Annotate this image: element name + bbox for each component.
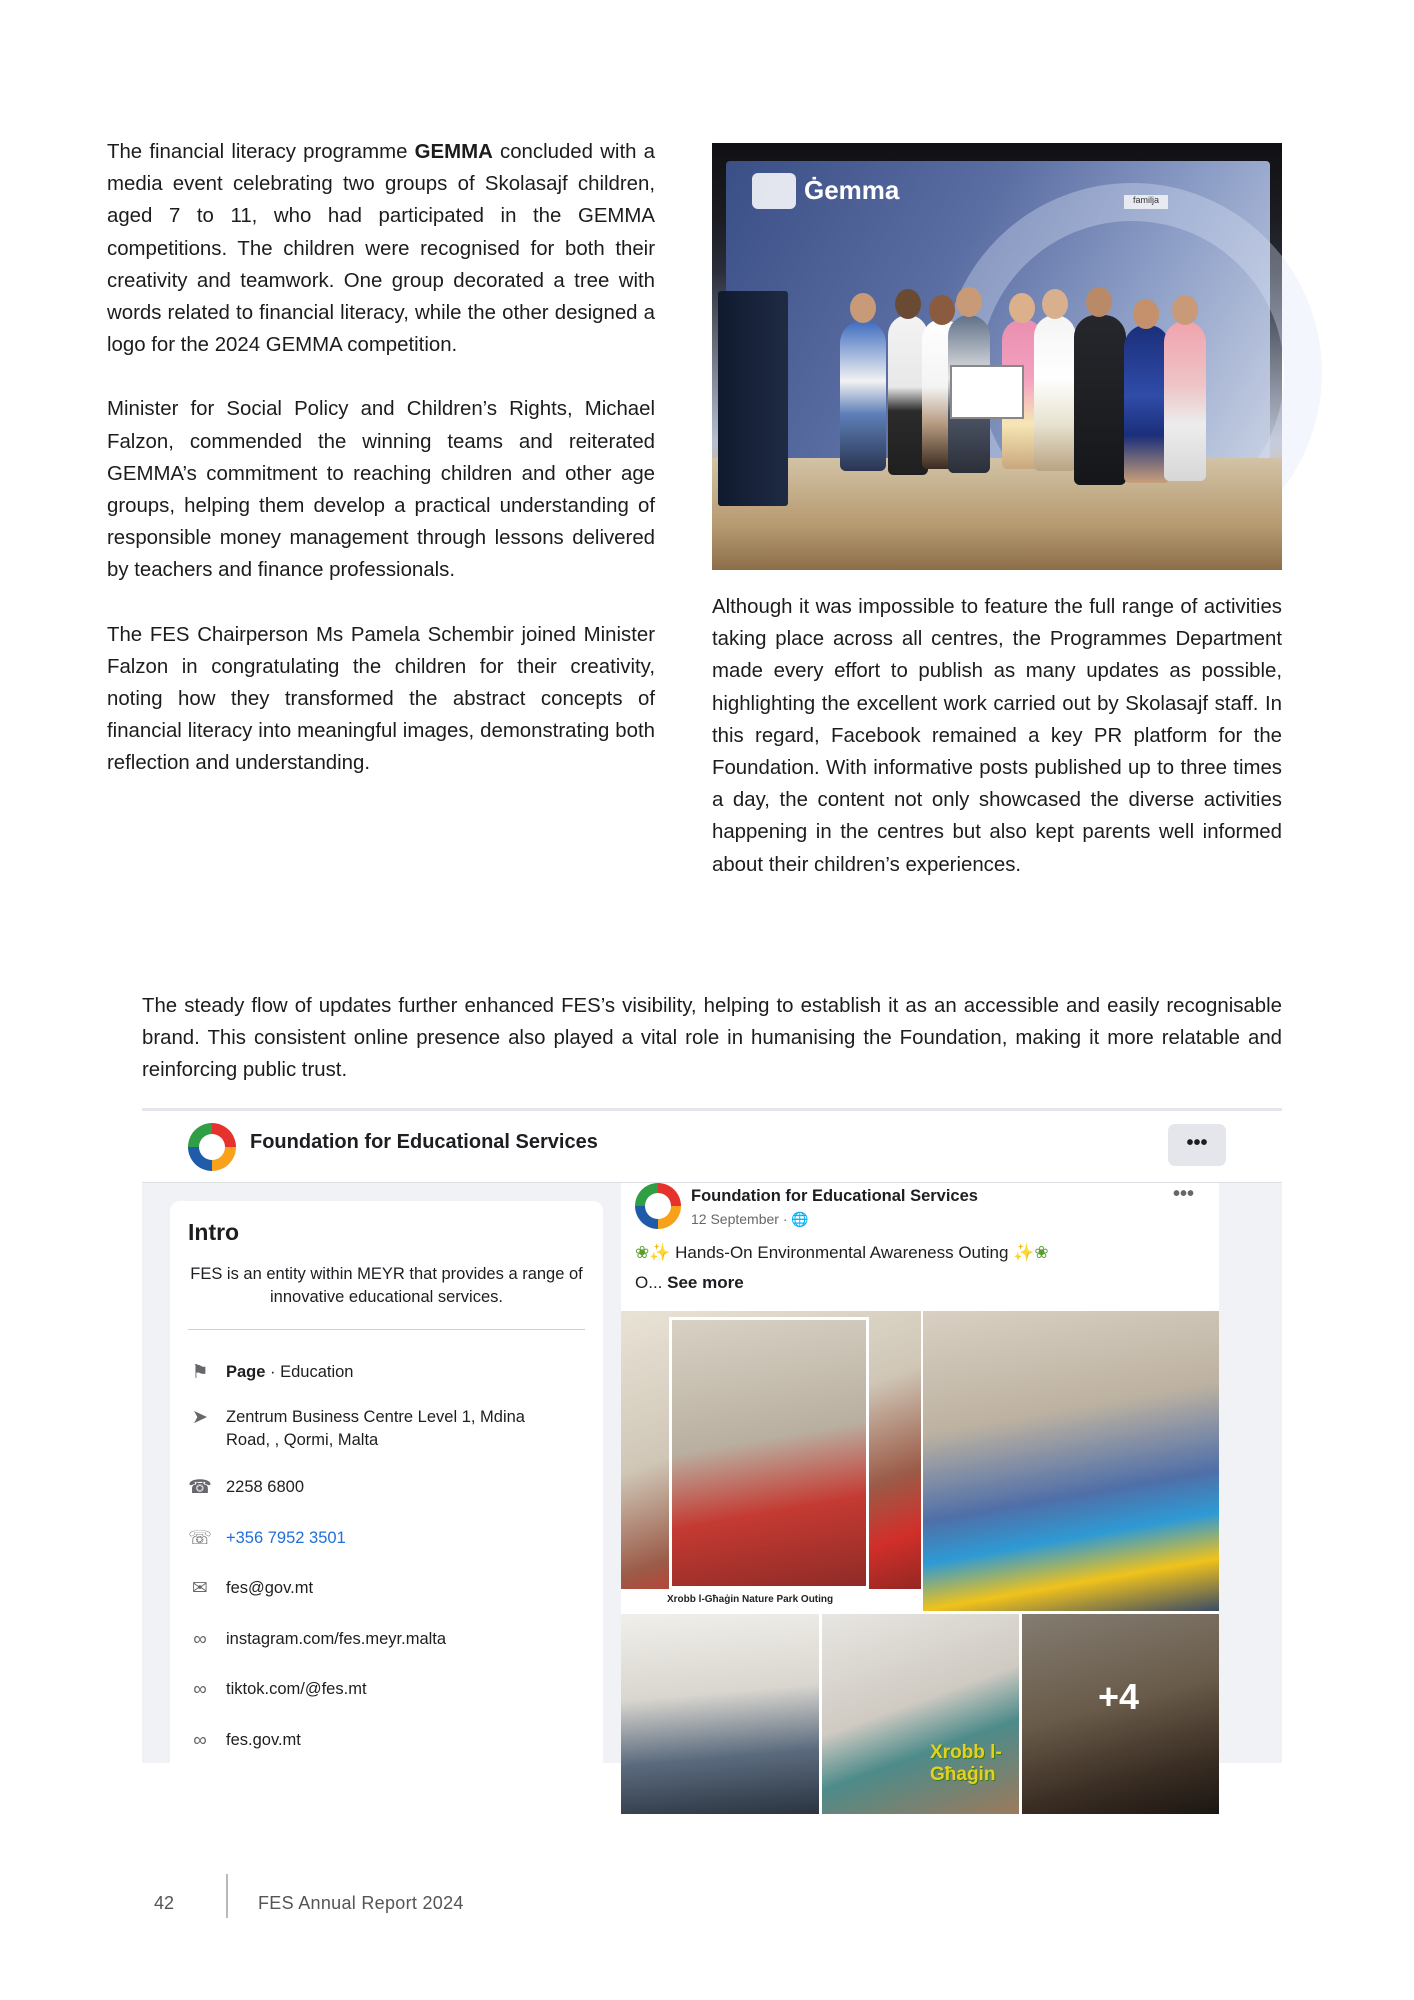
more-photos-count: +4	[1098, 1676, 1140, 1717]
person-head	[1133, 299, 1159, 329]
minister-paragraph: Minister for Social Policy and Children’s Rights, Michael Falzon, commended the winning teams and reiterated GEMMA’s commitment to reaching children and other age groups, helping them develop a practical understanding of responsible money management through lessons delivered by teachers and finance professionals.	[107, 398, 655, 582]
gemma-paragraph: The financial literacy programme GEMMA concluded with a media event celebrating two groups of Skolasajf children, aged 7 to 11, who had participated in the GEMMA competitions. The children were recognised for both their creativity and teamwork. One group decorated a tree with words related to financial literacy, while the other designed a logo for the 2024 GEMMA competition.	[107, 141, 656, 357]
more-options-button[interactable]: •••	[1168, 1124, 1226, 1166]
gemma-logo-icon	[752, 173, 796, 209]
flag-icon: ⚑	[191, 1362, 209, 1383]
intro-title: Intro	[188, 1219, 240, 1245]
gemma-logo-text: Ġemma	[804, 175, 900, 205]
person-head	[850, 293, 876, 323]
visibility-paragraph: The steady flow of updates further enhanced FES’s visibility, helping to establish it as an accessible and easily recognisable brand. This consistent online presence also played a vital role in humanising the Foundation, making it more relatable and reinforcing public trust.	[142, 995, 1282, 1082]
intro-divider	[188, 1329, 585, 1330]
phone-icon: ☎	[188, 1477, 212, 1498]
footer-divider	[226, 1874, 228, 1918]
sparkle-icon: ✨	[649, 1243, 671, 1262]
podium	[718, 291, 788, 506]
post-date[interactable]: 12 September · 🌐	[691, 1211, 809, 1227]
left-text-column	[107, 136, 655, 812]
facebook-paragraph: Although it was impossible to feature the full range of activities taking place across all centres, the Programmes Department made every effort to publish as many updates as possible, highlighting the excellent work carried out by Skolasajf staff. In this regard, Facebook remained a key PR platform for the Foundation. With informative posts published up to three times a day, the content not only showcased the diverse activities happening in the centres but also kept parents well informed about their children’s experiences.	[712, 596, 1282, 876]
location-icon: ➤	[192, 1407, 208, 1428]
leaf-icon: ❀	[1034, 1243, 1049, 1262]
person	[1034, 315, 1076, 471]
link-icon: ∞	[193, 1679, 207, 1700]
right-text-column	[712, 591, 1282, 913]
link-icon: ∞	[193, 1629, 207, 1650]
post-avatar-icon[interactable]	[635, 1183, 681, 1229]
chairperson-paragraph: The FES Chairperson Ms Pamela Schembir joined Minister Falzon in congratulating the children for their creativity, noting how they transformed the abstract concepts of financial literacy into meaningful images, demonstrating both reflection and understanding.	[107, 623, 655, 775]
whatsapp-icon: ☏	[188, 1528, 212, 1549]
person-head	[1009, 293, 1035, 323]
post-photo[interactable]	[923, 1311, 1219, 1611]
post-photo[interactable]	[621, 1311, 921, 1611]
framed-photo	[669, 1317, 869, 1589]
intro-description: FES is an entity within MEYR that provides a range of innovative educational services.	[190, 1265, 583, 1306]
page-number: 42	[154, 1893, 175, 1913]
person-head	[1086, 287, 1112, 317]
post-excerpt: O... See more	[635, 1273, 744, 1292]
intro-card: Intro FES is an entity within MEYR that provides a range of innovative educational services. ⚑ Page · Education ➤ Zentrum Business Centre Level 1, Mdina Road, , Qormi, Malta ☎ 2258 6800 ☏ +356 7952 3501 ✉ fes@gov.mt ∞ instagram.com/fes.meyr.malta ∞ tiktok.com/@fes.mt ∞ fes.gov.mt	[170, 1201, 603, 1821]
post-photo-more[interactable]	[1022, 1614, 1219, 1814]
person	[1074, 315, 1126, 485]
post-options-button[interactable]: •••	[1173, 1183, 1195, 1205]
post-page-name[interactable]: Foundation for Educational Services	[691, 1187, 978, 1205]
facebook-page-header	[142, 1111, 1282, 1183]
mail-icon: ✉	[192, 1578, 208, 1599]
person-head	[1042, 289, 1068, 319]
globe-icon: 🌐	[791, 1211, 809, 1227]
post-headline: ❀✨ Hands-On Environmental Awareness Outing ✨❀	[635, 1243, 1049, 1262]
photo-caption: Xrobb l-Għaġin Nature Park Outing	[621, 1589, 921, 1611]
backdrop-tag: familja	[1124, 195, 1168, 209]
person-head	[929, 295, 955, 325]
person-head	[1172, 295, 1198, 325]
facebook-post	[621, 1183, 1219, 1823]
page-title[interactable]: Foundation for Educational Services	[250, 1131, 598, 1153]
footer-title: FES Annual Report 2024	[258, 1893, 464, 1913]
gemma-event-photo	[712, 143, 1282, 570]
fes-logo-icon	[188, 1123, 236, 1171]
post-photo[interactable]	[822, 1614, 1019, 1814]
logo-drawing	[950, 365, 1024, 419]
photo-badge: Xrobb l-Għaġin	[930, 1742, 1002, 1785]
link-icon: ∞	[193, 1730, 207, 1751]
person-head	[956, 287, 982, 317]
sparkle-icon: ✨	[1013, 1243, 1035, 1262]
person-head	[895, 289, 921, 319]
leaf-icon: ❀	[635, 1243, 650, 1262]
facebook-page-screenshot	[142, 1108, 1282, 1785]
see-more-link[interactable]: See more	[667, 1273, 744, 1292]
gemma-bold: GEMMA	[414, 141, 493, 163]
person	[1164, 321, 1206, 481]
post-photo[interactable]	[621, 1614, 819, 1814]
person	[840, 321, 886, 471]
